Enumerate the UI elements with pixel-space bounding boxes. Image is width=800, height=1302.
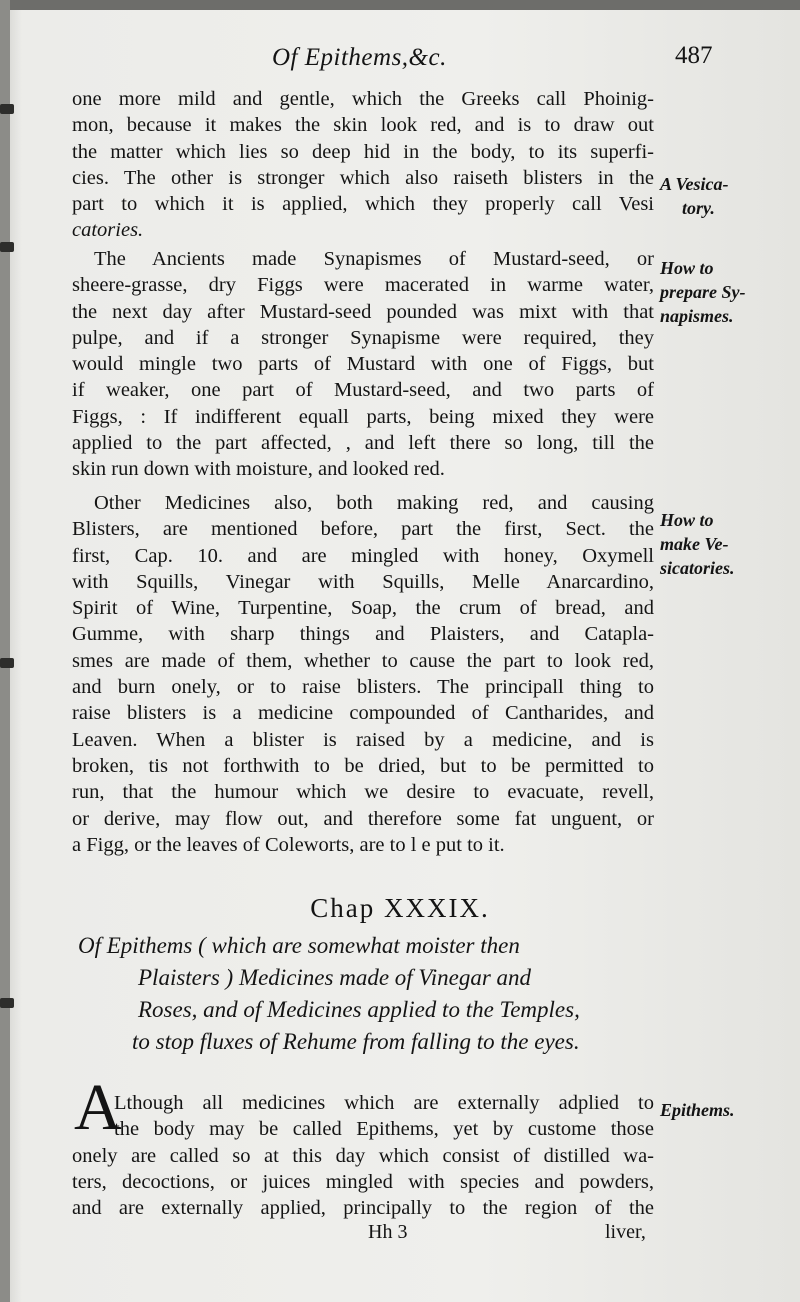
text-line: and burn onely, or to raise blisters. The principall thing to [72,676,654,699]
text-line: with Squills, Vinegar with Squills, Melle Anarcardino, [72,570,654,593]
text-line: first, Cap. 10. and are mingled with honey, Oxymell [72,544,654,567]
text-line: run, that the humour which we desire to evacuate, revell, [72,781,654,804]
chapter-subtitle-line: Roses, and of Medicines applied to the Temples, [138,997,580,1022]
margin-note-line: How to [660,258,714,278]
text-line: Blisters, are mentioned before, part the first, Sect. the [72,518,654,541]
text-line: applied to the part affected, , and left there so long, till the [72,432,654,455]
margin-note-line: tory. [682,198,715,218]
chapter-title: Chap XXXIX. [310,893,490,923]
text-line: a Figg, or the leaves of Coleworts, are to l e put to it. [72,833,505,856]
page-number: 487 [675,42,713,69]
paragraph-4-head [114,1090,654,1143]
paragraph-2 [72,246,654,483]
margin-note-line: sicatories. [660,558,735,578]
chapter-subtitle-line: Plaisters ) Medicines made of Vinegar and [138,965,532,990]
text-line: the body may be called Epithems, yet by custome those [114,1118,654,1141]
catchword: liver, [605,1221,646,1243]
drop-cap: A [74,1071,122,1144]
text-line: Leaven. When a blister is raised by a medicine, and is [72,728,654,751]
paragraph-4-body [72,1143,654,1222]
text-line: Figgs, : If indifferent equall parts, being mixed they were [72,405,654,428]
text-line: The Ancients made Synapismes of Mustard-seed, or [94,248,654,270]
chapter-subtitle-line: to stop fluxes of Rehume from falling to the eyes. [132,1029,580,1054]
text-line: Lthough all medicines which are externally adplied to [114,1092,654,1114]
text-line: Spirit of Wine, Turpentine, Soap, the crum of bread, and [72,597,654,620]
text-line: part to which it is applied, which they properly call Vesi [72,193,654,216]
margin-note-vesicatory [660,172,729,220]
text-line: and are externally applied, principally to the region of the [72,1197,654,1220]
margin-note-line: prepare Sy- [660,282,746,302]
text-line: skin run down with moisture, and looked red. [72,458,445,481]
text-line: if weaker, one part of Mustard-seed, and two parts of [72,379,654,402]
binding-edge [0,0,10,1302]
text-line: pulpe, and if a stronger Synapisme were required, they [72,326,654,349]
margin-note-vesicatories [660,508,735,580]
margin-note-line: A Vesica- [660,174,729,194]
text-line: raise blisters is a medicine compounded of Cantharides, and [72,702,654,725]
binding-thread-mark [0,242,14,252]
text-line: broken, tis not forthwith to be dried, but to be permitted to [72,754,654,777]
margin-note-line: How to [660,510,714,530]
signature-mark: Hh 3 [368,1221,408,1243]
binding-thread-mark [0,104,14,114]
binding-thread-mark [0,658,14,668]
paragraph-1 [72,86,654,244]
binding-thread-mark [0,998,14,1008]
paragraph-3 [72,490,654,858]
chapter-subtitle-line: Of Epithems ( which are somewhat moister then [78,933,520,958]
text-line: the next day after Mustard-seed pounded was mixt with that [72,300,654,323]
margin-note-line: napismes. [660,306,734,326]
text-line: Other Medicines also, both making red, and causing [94,492,654,514]
text-line: catories. [72,219,144,242]
text-line: onely are called so at this day which consist of distilled wa- [72,1144,654,1167]
text-line: Gumme, with sharp things and Plaisters, and Catapla- [72,623,654,646]
text-line: cies. The other is stronger which also raiseth blisters in the [72,166,654,189]
text-line: one more mild and gentle, which the Greeks call Phoinig- [72,88,654,110]
text-line: would mingle two parts of Mustard with one of Figgs, but [72,353,654,376]
margin-note-line: make Ve- [660,534,729,554]
page-top-edge [0,0,800,10]
text-line: or derive, may flow out, and therefore some fat unguent, or [72,807,654,830]
text-line: smes are made of them, whether to cause the part to look red, [72,649,654,672]
running-head: Of Epithems,&c. [272,44,447,71]
text-line: sheere-grasse, dry Figgs were macerated in warme water, [72,274,654,297]
text-line: mon, because it makes the skin look red, and is to draw out [72,114,654,137]
text-line: the matter which lies so deep hid in the body, to its superfi- [72,140,654,163]
margin-note-epithems: Epithems. [660,1100,735,1120]
margin-note-synapismes [660,256,745,328]
text-line: ters, decoctions, or juices mingled with species and powders, [72,1170,654,1193]
chapter-subtitle [78,930,580,1058]
